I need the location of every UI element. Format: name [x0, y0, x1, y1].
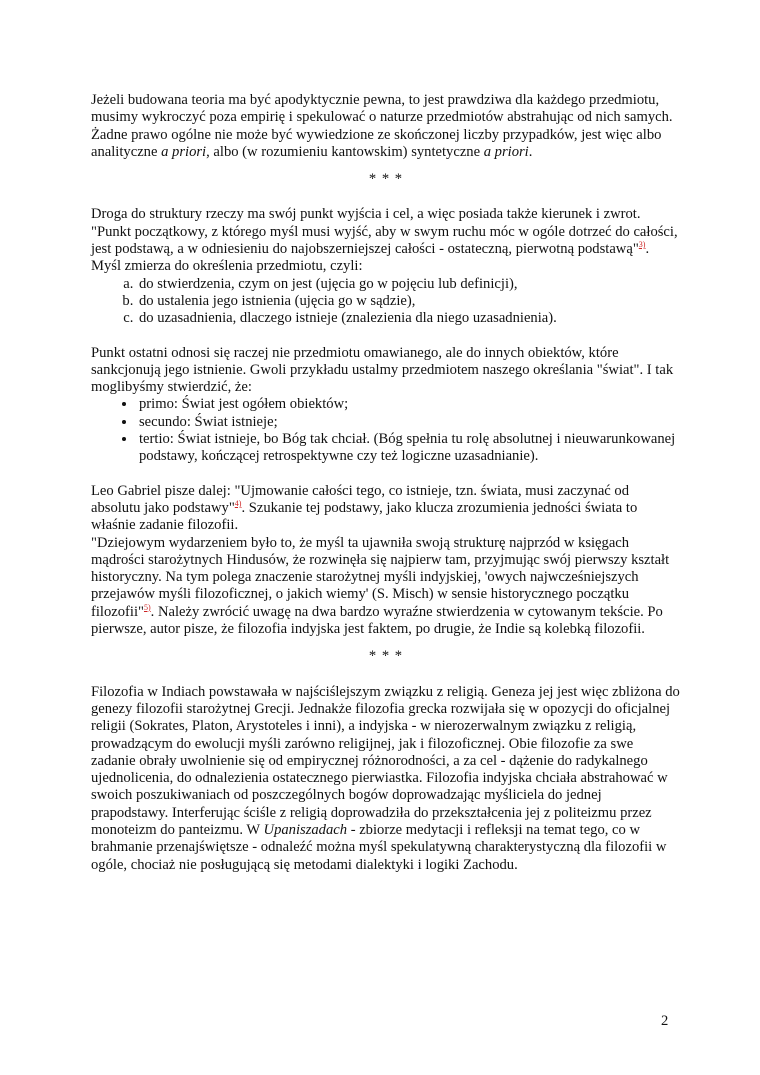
list-item: • primo: Świat jest ogółem obiektów;: [137, 396, 681, 413]
footnote-link-3[interactable]: 3): [638, 240, 646, 250]
paragraph-indian-philosophy: Filozofia w Indiach powstawała w najściślejszym związku z religią. Geneza jej jest więc zbliżona do genezy filozofii starożytnej Grecji. Jednakże filozofia grecka rozwijała się w opozycji do oficjalnej religii (Sokrates, Platon, Arystoteles i inni), a indyjska - w nierozerwalnym związku z religią, prowadzącym do ewolucji myśli zarówno religijnej, jak i filozoficznej. Obie filozofie za swe zadanie obrały uwolnienie się od empirycznej różnorodności, a za cel - dążenie do radykalnego ujednolicenia, do odnalezienia ostatecznego pierwiastka. Filozofia indyjska chciała abstrahować w swoich poszukiwaniach od poszczególnych bogów doprowadzając myśliciela do jednej prapodstawy. Interferując ściśle z religią doprowadziła do przekształcenia jej z politeizmu przez monoteizm do panteizmu. W Upaniszadach - zbiorze medytacji i refleksji na temat tego, co w brahmanie przenajświętsze - odnaleźć można myśl spekulatywną charakterystyczną dla filozofii w ogóle, chociaż nie posługującą się metodami dialektyki i logiki Zachodu.: [91, 683, 680, 873]
footnote-link-5[interactable]: 5): [143, 602, 151, 612]
section-separator: * * *: [368, 171, 404, 188]
alpha-list: [91, 276, 681, 328]
list-item: • secundo: Świat istnieje;: [137, 414, 681, 431]
section-separator: * * *: [368, 648, 404, 665]
bullet-list: [91, 396, 681, 465]
italic-term: Upaniszadach: [263, 821, 348, 838]
italic-term: a priori: [483, 143, 529, 160]
paragraph-apodictic-theory: Jeżeli budowana teoria ma być apodyktycznie pewna, to jest prawdziwa dla każdego przedmiotu, musimy wykroczyć poza empirię i spekulować o naturze przedmiotów abstrahując od nich samych. Żadne prawo ogólne nie może być wywiedzione ze skończonej liczby przypadków, jest więc albo analityczne a priori, albo (w rozumieniu kantowskim) syntetyczne a priori.: [91, 92, 673, 160]
document-page: [91, 92, 681, 874]
paragraph-path-to-structure: Droga do struktury rzeczy ma swój punkt wyjścia i cel, a więc posiada także kierunek i zwrot. "Punkt początkowy, z którego myśl musi wyjść, aby w swym ruchu móc w ogóle dotrzeć do całości, jest podstawą, a w odniesieniu do najobszerniejszej całości - ostateczną, pierwotną podstawą"$^{3)}$. Myśl zmierza do określenia przedmiotu, czyli:: [91, 206, 678, 275]
paragraph-historic-event: "Dziejowym wydarzeniem było to, że myśl ta ujawniła swoją strukturę najprzód w księgach mądrości starożytnych Hindusów, że rozwinęła się najpierw tam, przyjmując swój pierwszy kształt historyczny. Na tym polega znaczenie starożytnej myśli indyjskiej, 'owych najwcześniejszych przejawów myśli filozoficznej, o jakich wiemy' (S. Misch) w sensie historycznego początku filozofii"$^{5)}$. Należy zwrócić uwagę na dwa bardzo wyraźne stwierdzenia w cytowanym tekście. Po pierwsze, autor pisze, że filozofia indyjska jest faktem, po drugie, że Indie są kolebką filozofii.: [91, 534, 670, 638]
italic-term: a priori: [161, 143, 207, 160]
footnote-link-4[interactable]: 4): [234, 498, 242, 508]
paragraph-last-point: Punkt ostatni odnosi się raczej nie przedmiotu omawianego, ale do innych obiektów, które sankcjonują jego istnienie. Gwoli przykładu ustalmy przedmiotem naszego określania "świat". I tak moglibyśmy stwierdzić, że:: [91, 344, 674, 396]
list-item: b. do ustalenia jego istnienia (ujęcia go w sądzie),: [137, 293, 681, 310]
list-item: c. do uzasadnienia, dlaczego istnieje (znalezienia dla niego uzasadnienia).: [137, 310, 681, 327]
list-item: • tertio: Świat istnieje, bo Bóg tak chciał. (Bóg spełnia tu rolę absolutnej i nieuwarunkowanej podstawy, kończącej retrospektywne czy też logiczne uzasadnianie).: [137, 431, 681, 466]
list-item: a. do stwierdzenia, czym on jest (ujęcia go w pojęciu lub definicji),: [137, 276, 681, 293]
page-number: 2: [661, 1013, 669, 1029]
paragraph-leo-gabriel: Leo Gabriel pisze dalej: "Ujmowanie całości tego, co istnieje, tzn. świata, musi zaczynać od absolutu jako podstawy"$^{4)}$. Szukanie tej podstawy, jako klucza zrozumienia jedności świata to właśnie zadanie filozofii.: [91, 482, 638, 534]
